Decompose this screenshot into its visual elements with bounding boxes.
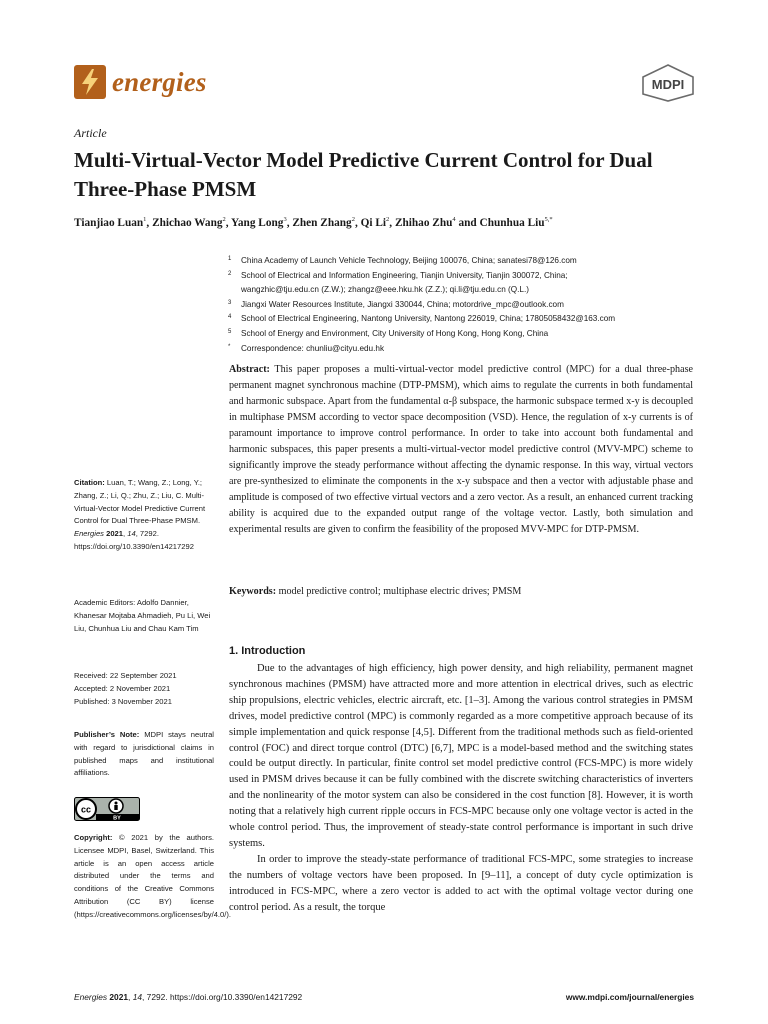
affiliation-text: School of Energy and Environment, City University of Hong Kong, Hong Kong, China xyxy=(241,328,549,338)
footer-journal: Energies xyxy=(74,992,108,1002)
accepted-date: Accepted: 2 November 2021 xyxy=(74,683,171,693)
affiliation-text: School of Electrical and Information Engineering, Tianjin University, Tianjin 300072, China; xyxy=(241,270,568,280)
abstract-text: This paper proposes a multi-virtual-vector model predictive control (MPC) for a dual three-phase permanent magnet synchronous machine (DTP-PMSM), which aims to regulate the currents in both fundamental and harmonic subspace. Apart from the fundamental α-β subspace, the harmonic subspace termed x-y is decoupled in multiphase PMSM according to vector space decomposition (VSD). Hence, the regulation of x-y currents is of paramount importance to improve control performance. In order to take into account both fundamental and harmonic subspaces, this paper presents a multi-virtual-vector model predictive control (MVV-MPC) scheme to significantly improve the steady performance without affecting the dynamic response. In this way, virtual vectors are pre-synthesized to eliminate the components in the x-y subspace and then a vector with adjustable phase and amplitude is composed of two effective virtual vectors and a zero vector. As a result, an enhanced current tracking ability is acquired due to the expanded output range of the voltage vector. Lastly, both simulation and experimental results are given to confirm the feasibility of the proposed MVV-MPC for DTP-PMSM. xyxy=(229,364,693,535)
mdpi-logo[interactable] xyxy=(640,64,696,102)
publisher-note xyxy=(74,729,214,780)
author-name: Zhichao Wang xyxy=(152,216,223,229)
affiliation-text: School of Electrical Engineering, Nantong University, Nantong 226019, China; 17805058432@163.com xyxy=(241,314,616,324)
author-name: Zhihao Zhu xyxy=(394,216,453,229)
affiliation-item xyxy=(228,283,698,298)
author-name: Chunhua Liu xyxy=(479,216,545,229)
author-name: Yang Long xyxy=(231,216,284,229)
svg-text:BY: BY xyxy=(113,815,121,821)
svg-text:MDPI: MDPI xyxy=(651,77,685,92)
citation-label: Citation: xyxy=(74,478,105,487)
keywords-text: model predictive control; multiphase electric drives; PMSM xyxy=(278,586,522,597)
author-affiliation-marker: 1 xyxy=(143,216,147,223)
received-date: Received: 22 September 2021 xyxy=(74,671,177,680)
author-separator: and xyxy=(455,216,480,229)
footer-citation: Energies 2021, 14, 7292. https://doi.org/10.3390/en14217292 xyxy=(74,992,303,1002)
affiliation-number: 5 xyxy=(228,328,232,335)
citation-journal: Energies xyxy=(74,529,104,539)
affiliation-number: 4 xyxy=(228,314,232,321)
footer-journal-url[interactable]: www.mdpi.com/journal/energies xyxy=(565,992,694,1002)
citation-volume: 14 xyxy=(127,529,136,539)
affiliation-item xyxy=(228,254,698,269)
introduction-body xyxy=(229,661,693,916)
author-separator: , xyxy=(146,216,153,229)
author-affiliation-marker: 2 xyxy=(386,216,390,223)
affiliation-item xyxy=(228,298,698,313)
author-affiliation-marker: 5,* xyxy=(544,216,553,223)
author-affiliation-marker: 4 xyxy=(452,216,456,223)
affiliations xyxy=(228,254,698,356)
footer-volume: 14 xyxy=(132,992,143,1002)
copyright-text: © 2021 by the authors. Licensee MDPI, Basel, Switzerland. This article is an open access article distributed under the terms and conditions of the Creative Commons Attribution (CC BY) license (https://creativecommons.org/licenses/by/4.0/). xyxy=(74,833,231,919)
article-type: Article xyxy=(74,126,107,140)
lightning-bolt-icon xyxy=(74,65,106,99)
article-dates xyxy=(74,670,214,708)
author-affiliation-marker: 2 xyxy=(222,216,226,223)
citation-year: 2021 xyxy=(106,529,124,539)
affiliation-item xyxy=(228,269,698,284)
affiliation-item xyxy=(228,312,698,327)
publisher-note-text: MDPI stays neutral with regard to jurisdictional claims in published maps and institutional affiliations. xyxy=(74,730,214,778)
affiliation-number: * xyxy=(228,343,231,350)
journal-name: energies xyxy=(112,66,207,97)
citation-text: Luan, T.; Wang, Z.; Long, Y.; Zhang, Z.; Li, Q.; Zhu, Z.; Liu, C. Multi-Virtual-Vector Model Predictive Current Control for Dual Three-Phase PMSM. xyxy=(74,478,206,526)
publisher-note-label: Publisher’s Note: xyxy=(74,730,140,739)
copyright-label: Copyright: xyxy=(74,833,113,842)
affiliation-text: Jiangxi Water Resources Institute, Jiangxi 330044, China; motordrive_mpc@outlook.com xyxy=(241,299,564,309)
affiliation-text: wangzhic@tju.edu.cn (Z.W.); zhangz@eee.hku.hk (Z.Z.); qi.li@tju.edu.cn (Q.L.) xyxy=(241,285,529,295)
abstract xyxy=(229,362,693,537)
footer-year: 2021 xyxy=(109,992,129,1002)
affiliation-text: Correspondence: chunliu@cityu.edu.hk xyxy=(241,343,385,353)
svg-text:cc: cc xyxy=(80,804,92,815)
author-affiliation-marker: 2 xyxy=(351,216,355,223)
keywords xyxy=(229,584,693,599)
introduction-paragraph: Due to the advantages of high efficiency, high power density, and high reliability, permanent magnet synchronous machines (PMSM) have attracted more and more attention in electrical drives, such as electric ship propulsions, electric vehicles, electric aircraft, etc. [1–3]. Among the various control strategies in PMSM drives, model predictive control (MPC) is commonly regarded as a more competitive approach because of its simple implementation and quick response [4,5]. Different from the traditional methods such as field-oriented control (FOC) and direct torque control (DTC) [6,7], MPC is a model-based method and the switching states could be output directly. In particular, finite control set model predictive control (FCS-MPC) is more widely used in PMSM drives because it can be fully combined with the discrete switching characteristics of inverters and the nonlinearity of the motor system can also be considered in the cost function [8]. However, it is worth noting that a relatively high current ripple occurs in FCS-MPC because only one voltage vector is acted in the whole control period. Thus, the improvement of steady-state control performance is important in such drive systems. xyxy=(229,663,693,849)
journal-logo[interactable] xyxy=(74,62,224,102)
keywords-label: Keywords: xyxy=(229,586,277,597)
author-name: Tianjiao Luan xyxy=(74,216,144,229)
affiliation-number: 3 xyxy=(228,299,232,306)
author-separator: , xyxy=(389,216,395,229)
citation-block: Citation: Luan, T.; Wang, Z.; Long, Y.; Zhang, Z.; Li, Q.; Zhu, Z.; Liu, C. Multi-Virtual-Vector Model Predictive Current Control for Dual Three-Phase PMSM. Energies 2021, 14, 7292. https://doi.org/10.3390/en14217292 xyxy=(74,478,206,551)
copyright-notice xyxy=(74,832,231,922)
author-separator: , xyxy=(286,216,293,229)
section-heading-introduction: 1. Introduction xyxy=(229,645,306,657)
author-separator: , xyxy=(354,216,361,229)
affiliation-item xyxy=(228,342,698,357)
abstract-label: Abstract: xyxy=(229,364,270,375)
author-list xyxy=(74,216,714,229)
author-name: Qi Li xyxy=(360,216,387,229)
article-title: Multi-Virtual-Vector Model Predictive Current Control for Dual Three-Phase PMSM xyxy=(74,148,653,201)
author-affiliation-marker: 3 xyxy=(283,216,287,223)
academic-editors: Academic Editors: Adolfo Dannier, Khanesar Mojtaba Ahmadieh, Pu Li, Wei Liu, Chunhua Liu and Chau Kam Tim xyxy=(74,598,211,633)
author-separator: , xyxy=(225,216,231,229)
citation-doi[interactable]: , 7292. https://doi.org/10.3390/en14217292 xyxy=(74,529,194,551)
affiliation-item xyxy=(228,327,698,342)
published-date: Published: 3 November 2021 xyxy=(74,696,172,706)
affiliation-number: 2 xyxy=(228,270,232,277)
author-name: Zhen Zhang xyxy=(292,216,352,229)
affiliation-number: 1 xyxy=(228,256,232,262)
footer-doi[interactable]: , 7292. https://doi.org/10.3390/en14217292 xyxy=(142,992,303,1002)
affiliation-text: China Academy of Launch Vehicle Technology, Beijing 100076, China; sanatesi78@126.com xyxy=(241,256,577,265)
cc-by-license-badge[interactable] xyxy=(74,797,140,821)
introduction-paragraph: In order to improve the steady-state performance of traditional FCS-MPC, some strategies to increase the numbers of voltage vectors have been proposed. In [9–11], a concept of duty cycle optimization is introduced in FCS-MPC, where a zero vector is added to act with the optimal voltage vector during one control period. As a result, the torque xyxy=(229,853,693,913)
